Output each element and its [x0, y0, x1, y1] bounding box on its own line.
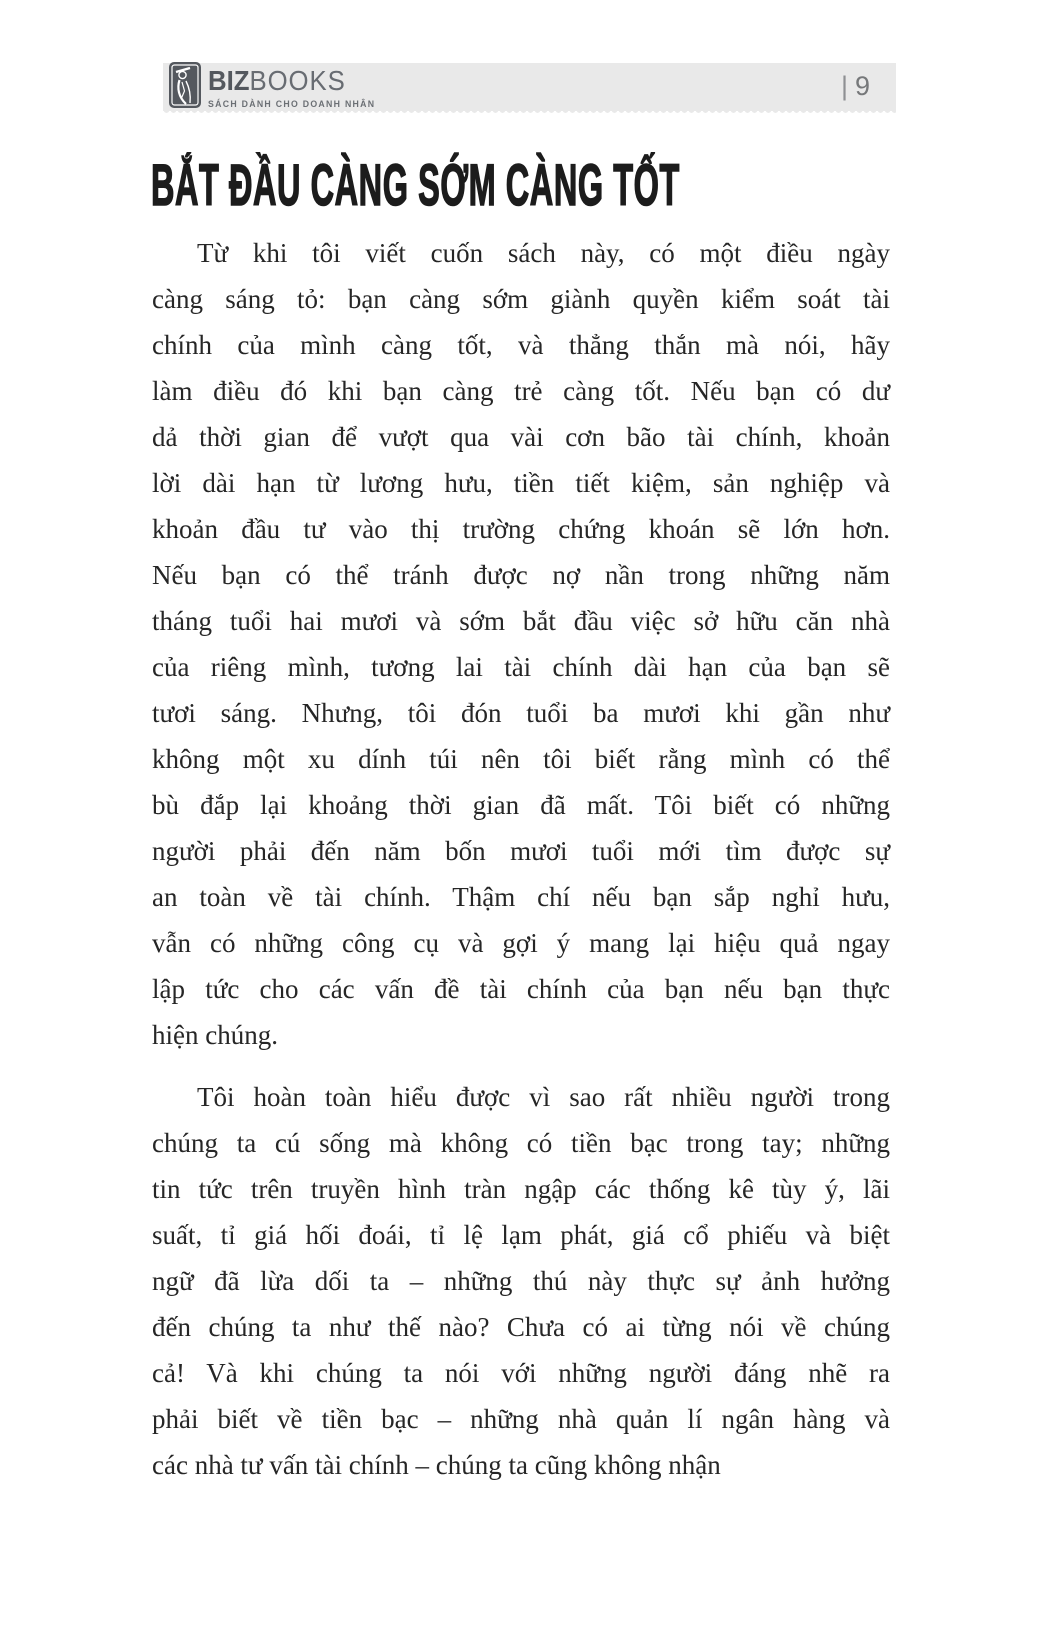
text-line: càng sáng tỏ: bạn càng sớm giành quyền kiểm soát tài: [152, 284, 890, 314]
text-line: suất, tỉ giá hối đoái, tỉ lệ lạm phát, giá cổ phiếu và biệt: [152, 1220, 890, 1250]
text-line: chính của mình càng tốt, và thẳng thắn mà nói, hãy: [152, 330, 890, 360]
text-line: phải biết về tiền bạc – những nhà quản lí ngân hàng và: [152, 1404, 890, 1434]
logo-wordmark: [208, 66, 375, 96]
text-line: lập tức cho các vấn đề tài chính của bạn nếu bạn thực: [152, 974, 890, 1004]
text-line: tháng tuổi hai mươi và sớm bắt đầu việc sở hữu căn nhà: [152, 606, 890, 636]
text-line: lời dài hạn từ lương hưu, tiền tiết kiệm, sản nghiệp và: [152, 468, 890, 498]
text-line: vẫn có những công cụ và gợi ý mang lại hiệu quả ngay: [152, 928, 890, 958]
text-line: không một xu dính túi nên tôi biết rằng mình có thể: [152, 744, 890, 774]
text-line: dả thời gian để vượt qua vài cơn bão tài chính, khoản: [152, 422, 890, 452]
perforated-edge: [163, 110, 896, 116]
text-line: bù đắp lại khoảng thời gian đã mất. Tôi biết có những: [152, 790, 890, 820]
text-line: người phải đến năm bốn mươi tuổi mới tìm được sự: [152, 836, 890, 866]
bizbooks-book-icon: [169, 62, 201, 108]
text-line: Từ khi tôi viết cuốn sách này, có một điều ngày: [197, 238, 890, 268]
text-line: của riêng mình, tương lai tài chính dài hạn của bạn sẽ: [152, 652, 890, 682]
body-text: [152, 230, 890, 1488]
text-line: tươi sáng. Nhưng, tôi đón tuổi ba mươi khi gần như: [152, 698, 890, 728]
chapter-title: BẮT ĐẦU CÀNG SỚM CÀNG TỐT: [151, 153, 680, 218]
text-line: tin tức trên truyền hình tràn ngập các thống kê tùy ý, lãi: [152, 1174, 890, 1204]
page-number-separator: |: [840, 71, 848, 101]
text-line: hiện chúng.: [152, 1020, 278, 1050]
logo-tagline: SÁCH DÀNH CHO DOANH NHÂN: [208, 99, 376, 110]
text-line: các nhà tư vấn tài chính – chúng ta cũng không nhận: [152, 1450, 721, 1480]
text-line: cả! Và khi chúng ta nói với những người đáng nhẽ ra: [152, 1358, 890, 1388]
page-header-band: [163, 63, 896, 111]
logo-books-text: BOOKS: [249, 65, 346, 96]
logo-biz-text: BIZ: [208, 65, 250, 96]
bizbooks-logo: [169, 62, 390, 110]
text-line: an toàn về tài chính. Thậm chí nếu bạn sắp nghỉ hưu,: [152, 882, 890, 912]
logo-text-column: [208, 62, 375, 110]
text-line: chúng ta cú sống mà không có tiền bạc trong tay; những: [152, 1128, 890, 1158]
page-number: [841, 71, 870, 102]
text-line: Nếu bạn có thể tránh được nợ nần trong những năm: [152, 560, 890, 590]
text-line: đến chúng ta như thế nào? Chưa có ai từng nói về chúng: [152, 1312, 890, 1342]
text-line: ngữ đã lừa dối ta – những thú này thực sự ảnh hưởng: [152, 1266, 890, 1296]
text-line: làm điều đó khi bạn càng trẻ càng tốt. Nếu bạn có dư: [152, 376, 890, 406]
text-line: khoản đầu tư vào thị trường chứng khoán sẽ lớn hơn.: [152, 514, 890, 544]
text-line: Tôi hoàn toàn hiểu được vì sao rất nhiều người trong: [197, 1082, 890, 1112]
page-number-value: 9: [854, 71, 870, 101]
paragraph: [152, 230, 890, 1058]
paragraph: [152, 1074, 890, 1488]
